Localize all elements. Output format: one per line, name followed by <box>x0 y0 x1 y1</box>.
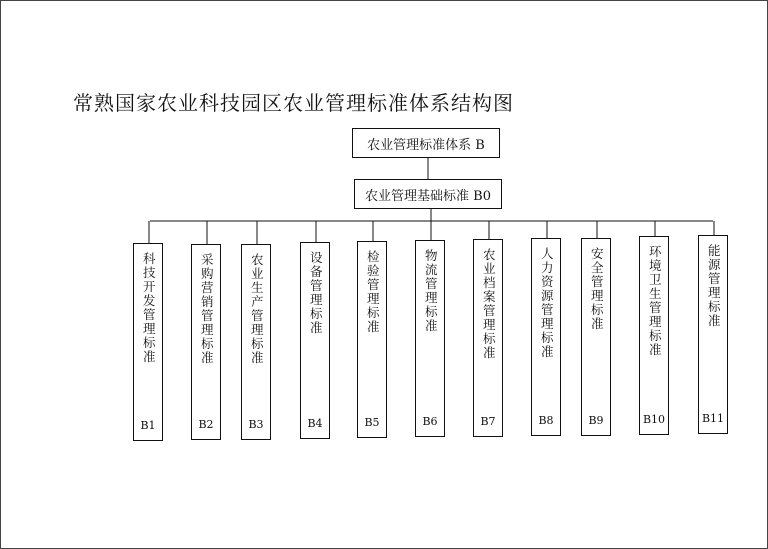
leaf-node-code: B11 <box>701 412 725 425</box>
leaf-node-b3 <box>241 244 271 440</box>
leaf-node-code: B5 <box>364 416 380 429</box>
leaf-node-code: B4 <box>307 417 323 430</box>
leaf-node-label: 环境卫生管理标准 <box>647 245 663 357</box>
leaf-node-code: B2 <box>198 418 214 431</box>
root-node-box <box>352 128 500 158</box>
leaf-node-b7 <box>473 239 503 437</box>
leaf-node-label: 能源管理标准 <box>706 244 722 328</box>
leaf-node-b9 <box>581 238 611 436</box>
leaf-node-b6 <box>415 240 445 437</box>
leaf-node-code: B9 <box>588 414 604 427</box>
leaf-node-b10 <box>639 236 669 435</box>
leaf-node-code: B3 <box>248 418 264 431</box>
leaf-node-label: 科技开发管理标准 <box>141 252 157 364</box>
leaf-node-label: 人力资源管理标准 <box>539 247 555 359</box>
base-standard-node-label: 农业管理基础标准 B0 <box>365 188 491 204</box>
leaf-node-b8 <box>531 238 561 436</box>
root-node-label: 农业管理标准体系 B <box>367 137 485 153</box>
leaf-node-code: B10 <box>642 413 666 426</box>
leaf-node-b2 <box>191 244 221 440</box>
leaf-node-b5 <box>357 241 387 438</box>
leaf-node-code: B1 <box>140 419 156 432</box>
leaf-node-label: 物流管理标准 <box>423 249 439 333</box>
leaf-node-code: B8 <box>538 414 554 427</box>
leaf-node-code: B7 <box>480 415 496 428</box>
leaf-node-label: 农业生产管理标准 <box>249 253 265 365</box>
leaf-node-label: 农业档案管理标准 <box>481 248 497 360</box>
diagram-title: 常熟国家农业科技园区农业管理标准体系结构图 <box>73 91 514 115</box>
leaf-node-b4 <box>300 242 330 439</box>
leaf-node-label: 检验管理标准 <box>365 250 381 334</box>
base-standard-node-box <box>354 179 502 209</box>
leaf-node-label: 采购营销管理标准 <box>199 253 215 365</box>
leaf-node-label: 设备管理标准 <box>308 251 324 335</box>
leaf-node-label: 安全管理标准 <box>589 247 605 331</box>
leaf-node-b11 <box>698 235 728 434</box>
leaf-node-code: B6 <box>422 415 438 428</box>
leaf-node-b1 <box>133 243 163 441</box>
